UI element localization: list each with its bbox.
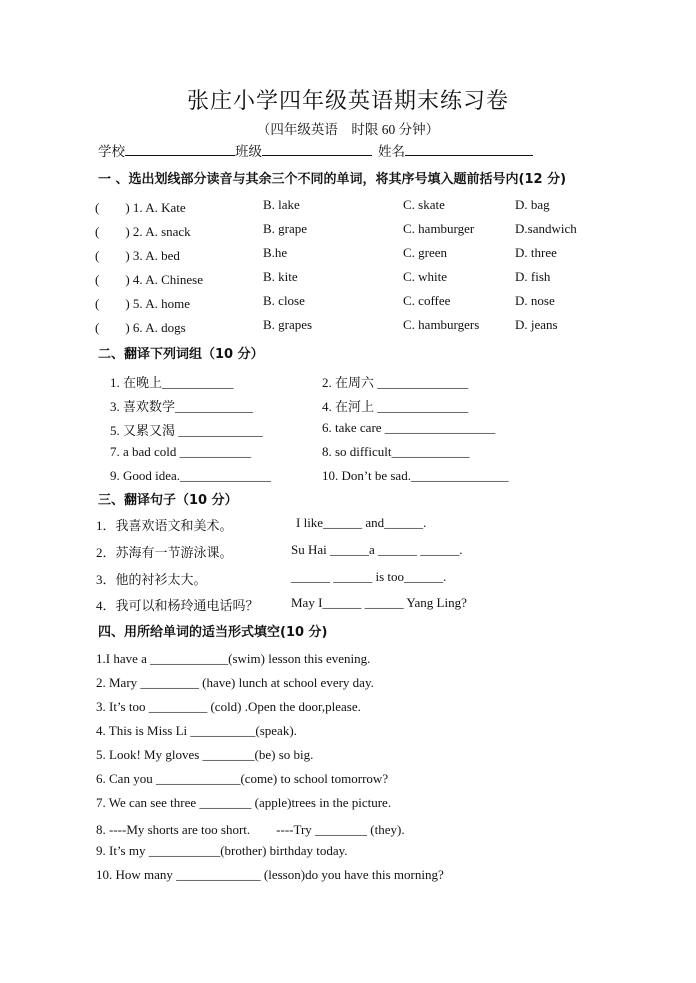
section1-heading: 一 、选出划线部分读音与其余三个不同的单词，将其序号填入题前括号内(12 分)	[98, 172, 567, 187]
class-blank[interactable]	[262, 142, 372, 156]
s1-row4-b: B. kite	[263, 269, 298, 284]
s1-row6-d: D. jeans	[515, 317, 558, 332]
page-title: 张庄小学四年级英语期末练习卷	[186, 89, 509, 114]
s1-row6-c: C. hamburgers	[403, 317, 480, 332]
s3-row2-cn: 2．苏海有一节游泳课。	[96, 545, 233, 560]
s1-row5-b: B. close	[263, 293, 305, 308]
s4-item8: 8. ----My shorts are too short. ----Try ________ (they).	[96, 822, 405, 837]
s1-row3-d: D. three	[515, 245, 557, 260]
s1-row3-a: ( ) 3. A. bed	[95, 248, 180, 263]
s1-row1-b: B. lake	[263, 197, 300, 212]
section3-heading: 三、翻译句子（10 分）	[98, 493, 238, 508]
s4-item6: 6. Can you _____________(come) to school tomorrow?	[96, 771, 389, 786]
section4-heading: 四、用所给单词的适当形式填空(10 分)	[98, 625, 328, 640]
s2-item4: 4. 在河上 ______________	[322, 399, 469, 414]
s4-item7: 7. We can see three ________ (apple)trees in the picture.	[96, 795, 392, 810]
s1-row5-c: C. coffee	[403, 293, 451, 308]
s1-row1-d: D. bag	[515, 197, 550, 212]
student-info-line	[98, 140, 533, 160]
s2-item2: 2. 在周六 ______________	[322, 375, 469, 390]
s1-row5-a: ( ) 5. A. home	[95, 296, 190, 311]
s1-row4-d: D. fish	[515, 269, 551, 284]
class-label: 班级	[235, 144, 262, 159]
s2-item5: 5. 又累又渴 _____________	[110, 423, 263, 438]
s3-row1-cn: 1．我喜欢语文和美术。	[96, 518, 233, 533]
s4-item2: 2. Mary _________ (have) lunch at school every day.	[96, 675, 374, 690]
s1-row3-c: C. green	[403, 245, 448, 260]
s1-row6-b: B. grapes	[263, 317, 313, 332]
s4-item4: 4. This is Miss Li __________(speak).	[96, 723, 297, 738]
s2-item8: 8. so difficult____________	[322, 444, 470, 459]
s2-item6: 6. take care _________________	[322, 420, 496, 435]
section2-heading: 二、翻译下列词组（10 分）	[98, 347, 264, 362]
s3-row4-en: May I______ ______ Yang Ling?	[291, 595, 467, 610]
s3-row4-cn: 4．我可以和杨玲通电话吗？	[96, 598, 259, 613]
s2-item7: 7. a bad cold ___________	[110, 444, 252, 459]
s1-row4-a: ( ) 4. A. Chinese	[95, 272, 203, 287]
s1-row2-c: C. hamburger	[403, 221, 475, 236]
s3-row2-en: Su Hai ______a ______ ______.	[291, 542, 463, 557]
school-label: 学校	[98, 144, 125, 159]
s3-row1-en: I like______ and______.	[296, 515, 427, 530]
s3-row3-en: ______ ______ is too______.	[291, 569, 447, 584]
s1-row2-b: B. grape	[263, 221, 308, 236]
s3-row3-cn: 3．他的衬衫太大。	[96, 572, 207, 587]
s1-row2-d: D.sandwich	[515, 221, 577, 236]
s2-item9: 9. Good idea.______________	[110, 468, 272, 483]
name-blank[interactable]	[405, 142, 533, 156]
s4-item1: 1.I have a ____________(swim) lesson this evening.	[96, 651, 371, 666]
s4-item10: 10. How many _____________ (lesson)do you have this morning?	[96, 867, 444, 882]
s2-item3: 3. 喜欢数学____________	[110, 399, 254, 414]
s2-item1: 1. 在晚上___________	[110, 375, 234, 390]
s4-item5: 5. Look! My gloves ________(be) so big.	[96, 747, 314, 762]
s2-item10: 10. Don’t be sad._______________	[322, 468, 509, 483]
page-subtitle: （四年级英语 时限 60 分钟）	[256, 122, 440, 137]
s1-row2-a: ( ) 2. A. snack	[95, 224, 191, 239]
s4-item3: 3. It’s too _________ (cold) .Open the door,please.	[96, 699, 361, 714]
s1-row1-c: C. skate	[403, 197, 445, 212]
s1-row6-a: ( ) 6. A. dogs	[95, 320, 186, 335]
school-blank[interactable]	[125, 142, 235, 156]
s1-row1-a: ( ) 1. A. Kate	[95, 200, 186, 215]
name-label: 姓名	[378, 144, 405, 159]
s1-row4-c: C. white	[403, 269, 448, 284]
s1-row5-d: D. nose	[515, 293, 555, 308]
s1-row3-b: B.he	[263, 245, 288, 260]
s4-item9: 9. It’s my ___________(brother) birthday today.	[96, 843, 348, 858]
